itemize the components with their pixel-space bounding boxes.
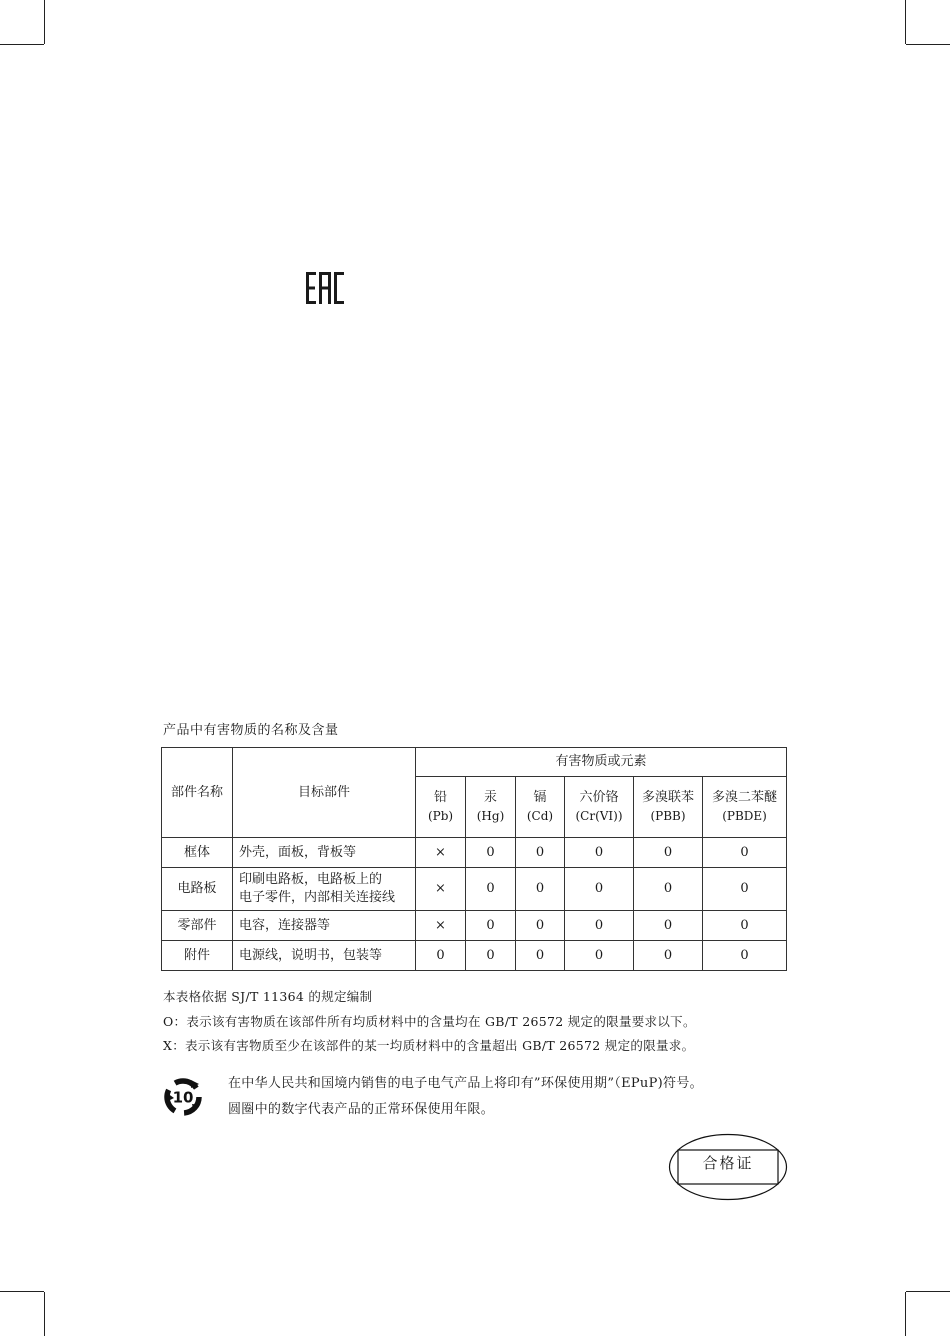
- header-substance: 汞 (Hg): [466, 777, 516, 838]
- certificate-label: 合格证: [702, 1154, 754, 1172]
- crop-mark: [906, 44, 950, 45]
- value-cell: ×: [416, 911, 466, 941]
- value-cell: 0: [565, 868, 634, 911]
- crop-mark: [44, 0, 45, 44]
- header-substance: 六价铬 (Cr(VI)): [565, 777, 634, 838]
- epup-recycle-icon: [161, 1075, 205, 1119]
- value-cell: 0: [466, 911, 516, 941]
- table-row: [162, 911, 787, 941]
- target-cell: 电源线，说明书，包装等: [233, 941, 416, 971]
- o-note: O：表示该有害物质在该部件所有均质材料中的含量均在 GB/T 26572 规定的限量要求以下。: [163, 1014, 696, 1029]
- crop-mark: [906, 1291, 950, 1292]
- epup-line-2: 圆圈中的数字代表产品的正常环保使用年限。: [228, 1102, 495, 1117]
- value-cell: 0: [416, 941, 466, 971]
- basis-note: 本表格依据 SJ/T 11364 的规定编制: [163, 989, 373, 1004]
- header-substance-group: 有害物质或元素: [416, 748, 787, 777]
- epup-years: 10: [172, 1088, 194, 1107]
- target-cell: 电容，连接器等: [233, 911, 416, 941]
- value-cell: 0: [703, 941, 787, 971]
- part-cell: 零部件: [162, 911, 233, 941]
- value-cell: 0: [466, 838, 516, 868]
- part-cell: 电路板: [162, 868, 233, 911]
- value-cell: 0: [466, 868, 516, 911]
- value-cell: 0: [634, 941, 703, 971]
- table-caption: 产品中有害物质的名称及含量: [163, 723, 339, 738]
- value-cell: 0: [516, 868, 565, 911]
- value-cell: 0: [565, 838, 634, 868]
- table-row: [162, 838, 787, 868]
- crop-mark: [44, 1292, 45, 1336]
- value-cell: 0: [634, 838, 703, 868]
- value-cell: 0: [703, 868, 787, 911]
- part-cell: 框体: [162, 838, 233, 868]
- header-substance: 铅 (Pb): [416, 777, 466, 838]
- header-part-name: 部件名称: [162, 748, 233, 838]
- header-target-parts: 目标部件: [233, 748, 416, 838]
- table-row: [162, 941, 787, 971]
- value-cell: ×: [416, 838, 466, 868]
- part-cell: 附件: [162, 941, 233, 971]
- header-substance: 多溴联苯 (PBB): [634, 777, 703, 838]
- target-cell: 外壳，面板，背板等: [233, 838, 416, 868]
- target-cell: 印刷电路板，电路板上的 电子零件，内部相关连接线: [233, 868, 416, 911]
- value-cell: 0: [634, 911, 703, 941]
- header-substance: 镉 (Cd): [516, 777, 565, 838]
- value-cell: 0: [565, 911, 634, 941]
- value-cell: 0: [516, 941, 565, 971]
- value-cell: 0: [516, 911, 565, 941]
- value-cell: 0: [466, 941, 516, 971]
- crop-mark: [0, 44, 44, 45]
- table-row: [162, 868, 787, 911]
- x-note: X：表示该有害物质至少在该部件的某一均质材料中的含量超出 GB/T 26572 规定的限量求。: [163, 1038, 695, 1053]
- hazardous-substances-table: [161, 747, 787, 971]
- value-cell: 0: [634, 868, 703, 911]
- crop-mark: [905, 1292, 906, 1336]
- value-cell: 0: [703, 838, 787, 868]
- header-substance: 多溴二苯醚 (PBDE): [703, 777, 787, 838]
- value-cell: 0: [565, 941, 634, 971]
- value-cell: 0: [516, 838, 565, 868]
- eac-mark-icon: [305, 270, 345, 306]
- epup-line-1: 在中华人民共和国境内销售的电子电气产品上将印有”环保使用期”（EPuP)符号。: [228, 1076, 703, 1091]
- crop-mark: [905, 0, 906, 44]
- value-cell: 0: [703, 911, 787, 941]
- crop-mark: [0, 1291, 44, 1292]
- value-cell: ×: [416, 868, 466, 911]
